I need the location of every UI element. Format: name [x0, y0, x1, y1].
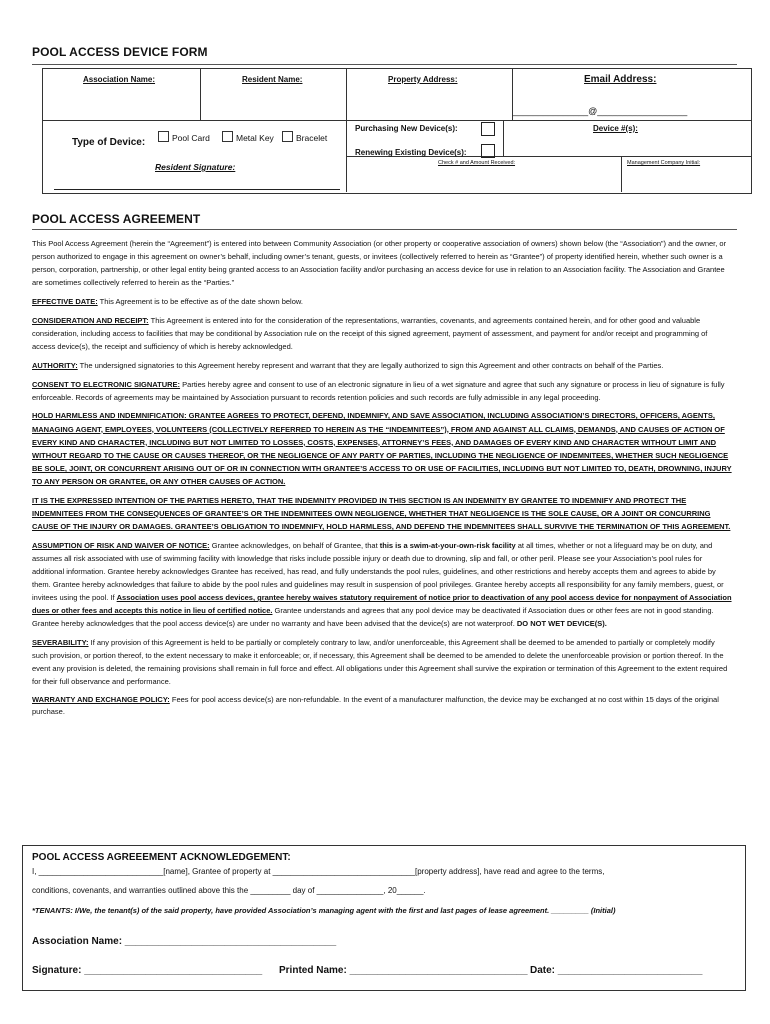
association-name-label: Association Name:	[83, 75, 156, 84]
intro-paragraph: This Pool Access Agreement (herein the “Agreement”) is entered into between Community Association (or other property or cooperative association of owners) shown below (the “Association”) and the owner, or person authorized to engage in this agreement on owner’s behalf, including owner’s tenant, guests, or invitees (collectively referred to herein as “Grantee”) of property identified herein, whether such owner is a person, corporation, partnership, or other legal entity being granted access to an Association facility and/or purchasing an access device for use in relation to an Association facility. The Association and Grantee are sometimes collectively referred to herein as the “Parties.”	[32, 239, 727, 288]
acknowledgement-title: POOL ACCESS AGREEEMENT ACKNOWLEDGEMENT:	[32, 852, 291, 863]
row-divider-1	[42, 120, 751, 121]
acknowledgement-line-2[interactable]: conditions, covenants, and warranties outlined above this the _________ day of _______________, 20______.	[32, 886, 426, 895]
authority-paragraph: AUTHORITY: The undersigned signatories to this Agreement hereby represent and warrant that they are legally authorized to sign this Agreement and other contracts on behalf of the Parties.	[32, 360, 664, 370]
consideration-paragraph: CONSIDERATION AND RECEIPT: This Agreement is entered into for the consideration of the representations, warranties, covenants, and agreements contained herein, and for other good and valuable consideration, including access to facilities that may be conditional by Association rule on the receipt of this signed agreement, payment of assessment, and payment for and/or receipt and programming of access device(s), the receipt and sufficiency of which is hereby acknowledged.	[32, 315, 708, 352]
agreement-title-rule	[32, 229, 737, 230]
email-field[interactable]: _______________@__________________	[513, 106, 688, 116]
device-number-label: Device #(s):	[593, 124, 638, 133]
intention-paragraph: IT IS THE EXPRESSED INTENTION OF THE PARTIES HERETO, THAT THE INDEMNITY PROVIDED IN THIS SECTION IS AN INDEMNITY BY GRANTEE TO INDEMNIFY AND PROTECT THE INDEMNITEES FROM THE CONSEQUENCES OF GRANTEE’S OR THE INDEMNITEES OWN NEGLIGENCE, WHETHER THAT NEGLIGENCE IS THE SOLE CAUSE, OR A JOINT OR CONCURRING CAUSE OF THE INJURY OR DAMAGES. GRANTEE’S OBLIGATION TO INDEMNIFY, HOLD HARMLESS, AND DEFEND THE INDEMNITEES SHALL SURVIVE THE TERMINATION OF THIS AGREEMENT.	[32, 495, 731, 531]
form-title: POOL ACCESS DEVICE FORM	[32, 45, 208, 59]
renewing-label: Renewing Existing Device(s):	[355, 148, 467, 157]
purchasing-label: Purchasing New Device(s):	[355, 124, 458, 133]
warranty-paragraph: WARRANTY AND EXCHANGE POLICY: Fees for pool access device(s) are non-refundable. In the event of a manufacturer malfunction, the device may be exchanged at no cost within 15 days of the original purchase.	[32, 695, 719, 717]
resident-signature-line[interactable]	[54, 189, 340, 190]
agreement-body	[32, 237, 732, 724]
col-divider-1	[200, 68, 201, 120]
purchasing-checkbox[interactable]	[481, 122, 495, 136]
renewing-checkbox[interactable]	[481, 144, 495, 158]
printed-name-field[interactable]: Printed Name: ________________________________	[279, 965, 528, 976]
form-title-rule	[32, 64, 737, 65]
metal-key-checkbox[interactable]	[222, 131, 233, 142]
col-divider-4	[503, 120, 504, 156]
association-name-field[interactable]: Association Name: ______________________________________	[32, 936, 337, 947]
device-option-bracelet[interactable]: Bracelet	[282, 131, 327, 143]
property-address-label: Property Address:	[388, 75, 458, 84]
pool-card-checkbox[interactable]	[158, 131, 169, 142]
check-amount-label: Check # and Amount Received:	[438, 160, 516, 166]
effective-date-paragraph: EFFECTIVE DATE: This Agreement is to be effective as of the date shown below.	[32, 297, 303, 307]
device-option-metal-key[interactable]: Metal Key	[222, 131, 274, 143]
agreement-title: POOL ACCESS AGREEMENT	[32, 212, 201, 226]
tenants-statement[interactable]: *TENANTS: I/We, the tenant(s) of the said property, have provided Association’s managing agent with the first and last pages of lease agreement. _________ (Initial)	[32, 906, 616, 915]
date-field[interactable]: Date: __________________________	[530, 965, 703, 976]
device-option-pool-card[interactable]: Pool Card	[158, 131, 210, 143]
col-divider-5	[621, 156, 622, 192]
severability-paragraph: SEVERABILITY: If any provision of this Agreement is held to be partially or completely contrary to law, and/or unenforceable, this Agreement shall be deemed to be amended to partially or completely modify such provision, or portion thereof, to the extent necessary to make it enforceable; or, if necessary, this Agreement shall be deemed to be amended to delete the unenforceable provision or portion thereof. In the event any provision is deleted, the remaining provisions shall remain in full force and effect. All obligations under this Agreement shall survive the expiration or termination of this Agreement to the extent required for their full observance and performance.	[32, 638, 728, 687]
consent-paragraph: CONSENT TO ELECTRONIC SIGNATURE: Parties hereby agree and consent to use of an electronic signature in lieu of a wet signature and agree that such any signature or process in lieu of signature is fully enforceable. Records of agreements may be maintained by Association pursuant to records retention policies and such records are fully admissible in any legal proceeding.	[32, 379, 725, 402]
bracelet-checkbox[interactable]	[282, 131, 293, 142]
resident-signature-label: Resident Signature:	[155, 162, 236, 172]
signature-field[interactable]: Signature: ________________________________	[32, 965, 263, 976]
resident-name-label: Resident Name:	[242, 75, 303, 84]
col-divider-2	[346, 68, 347, 192]
email-label: Email Address:	[584, 74, 657, 85]
assumption-of-risk-paragraph: ASSUMPTION OF RISK AND WAIVER OF NOTICE: Grantee acknowledges, on behalf of Grantee, that this is a swim-at-your-own-risk facility at all times, whether or not a lifeguard may be on duty, and assumes all risk associated with use of swimming facility with knowledge that risks include possible injury or death due to drowning, slip and fall, or other peril. Please see your Association’s pool rules for additional information. Grantee hereby acknowledges Grantee has received, has read, and fully understands the pool rules, guidelines, and other restrictions and hereby accepts them and agrees to abide by them. Grantee hereby acknowledges that failure to abide by the pool rules and guidelines may result in suspension of pool privileges. Grantee hereby accepts all responsibility for any family members, guest, or invitees using the pool. If Association uses pool access devices, grantee hereby waives statutory requirement of notice prior to deactivation of any pool access device for nonpayment of Association dues or other fees and accepts this notice in lieu of certified notice. Grantee understands and agrees that any pool device may be deactivated if Association dues or other fees are not in good standing. Grantee hereby acknowledges that the pool access device(s) are under no warranty and have been advised that the device(s) are not waterproof. DO NOT WET DEVICE(S).	[32, 540, 732, 629]
acknowledgement-line-1[interactable]: I, ____________________________[name], Grantee of property at ________________________________[property address], have read and agree to the terms,	[32, 867, 605, 876]
management-initial-label: Management Company Initial:	[627, 160, 701, 166]
hold-harmless-paragraph: HOLD HARMLESS AND INDEMNIFICATION: GRANTEE AGREES TO PROTECT, DEFEND, INDEMNIFY, AND SAVE ASSOCIATION, INCLUDING ASSOCIATION’S DIRECTORS, OFFICERS, AGENTS, MANAGING AGENT, EMPLOYEES, VOLUNTEERS (COLLECTIVELY REFERRED TO HEREIN AS THE “INDEMNITEES”), FROM AND AGAINST ALL CLAIMS, DEMANDS, AND CAUSES OF ACTION OF EVERY KIND AND CHARACTER, INCLUDING BUT NOT LIMITED TO LOSSES, COSTS, EXPENSES, ATTORNEY’S FEES, AND DAMAGES OF EVERY KIND AND CHARACTER WITHOUT LIMIT AND WITHOUT REGARD TO THE CAUSE OR CAUSES THEREOF, OR THE NEGLIGENCE OF ANY PARTY OF PARTIES, INCLUDING THE NEGLIGENCE OF INDEMNITEES, WHETHER SUCH NEGLIGENCE BE SOLE, JOINT, OR CONCURRENT ARISING OUT OF OR IN CONNECTION WITH GRANTEE’S ACCESS TO OR USE OF FACILITIES, INCLUDING BUT NOT LIMITED TO, DEATH, DROWNING, INJURY TO ANY PERSON OR GRANTEE, OR ANY OTHER CAUSES OF ACTION.	[32, 411, 732, 486]
type-of-device-label: Type of Device:	[72, 137, 146, 148]
